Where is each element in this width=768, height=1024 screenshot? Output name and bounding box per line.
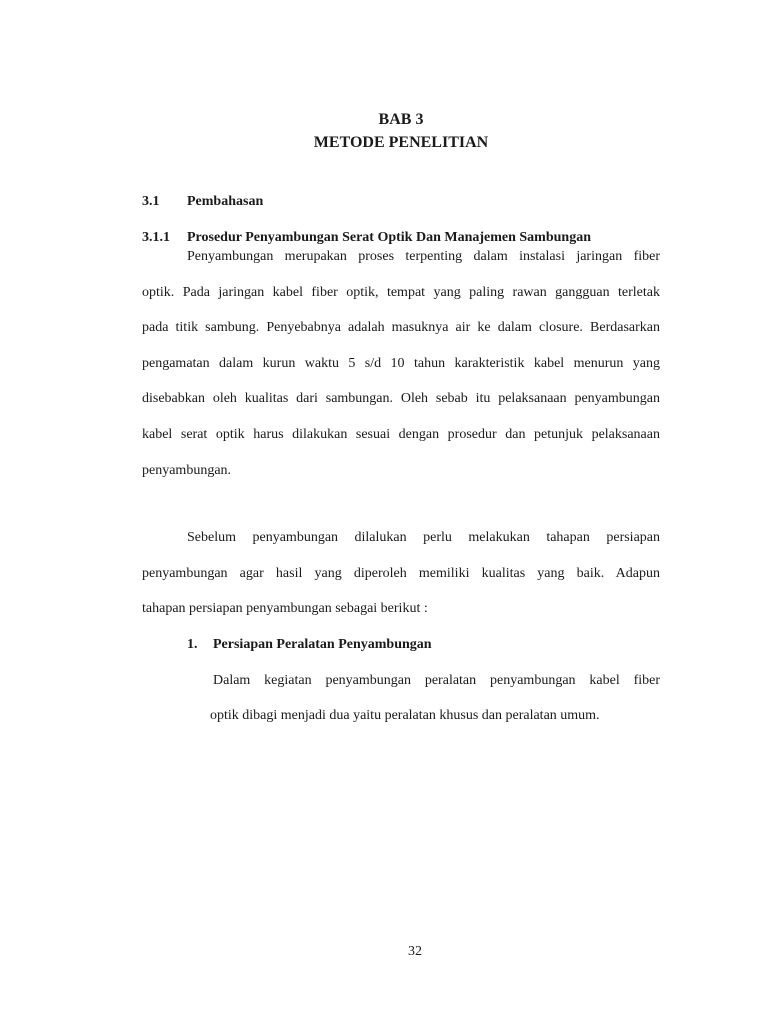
paragraph1-line: penyambungan. — [142, 463, 232, 478]
paragraph1-line: pada titik sambung. Penyebabnya adalah masuknya air ke dalam closure. Berdasarkan — [142, 320, 660, 335]
section-number: 3.1 — [142, 194, 160, 209]
subsection-title: Prosedur Penyambungan Serat Optik Dan Manajemen Sambungan — [187, 230, 591, 245]
chapter-title: METODE PENELITIAN — [313, 134, 489, 151]
subsection-number: 3.1.1 — [142, 230, 170, 245]
chapter-number: BAB 3 — [378, 111, 424, 128]
list-item-line: optik dibagi menjadi dua yaitu peralatan khusus dan peralatan umum. — [210, 708, 600, 723]
paragraph1-line: kabel serat optik harus dilakukan sesuai dengan prosedur dan petunjuk pelaksanaan — [142, 427, 660, 442]
subsection-heading — [142, 229, 591, 247]
paragraph2-line: penyambungan agar hasil yang diperoleh memiliki kualitas yang baik. Adapun — [142, 566, 660, 581]
list-item-title: Persiapan Peralatan Penyambungan — [213, 637, 432, 652]
page-number: 32 — [408, 944, 422, 959]
section-heading — [142, 193, 263, 211]
paragraph2-line: tahapan persiapan penyambungan sebagai berikut : — [142, 601, 428, 616]
paragraph1-line: disebabkan oleh kualitas dari sambungan. Oleh sebab itu pelaksanaan penyambungan — [142, 391, 660, 406]
paragraph1-line: Penyambungan merupakan proses terpenting dalam instalasi jaringan fiber — [187, 249, 660, 264]
paragraph1-line: pengamatan dalam kurun waktu 5 s/d 10 tahun karakteristik kabel menurun yang — [142, 356, 660, 371]
list-item-heading — [187, 636, 432, 654]
section-title: Pembahasan — [187, 194, 264, 209]
list-item-line: Dalam kegiatan penyambungan peralatan penyambungan kabel fiber — [213, 673, 660, 688]
paragraph1-line: optik. Pada jaringan kabel fiber optik, tempat yang paling rawan gangguan terletak — [142, 285, 660, 300]
paragraph2-line: Sebelum penyambungan dilalukan perlu melakukan tahapan persiapan — [187, 530, 660, 545]
list-item-number: 1. — [187, 637, 198, 652]
